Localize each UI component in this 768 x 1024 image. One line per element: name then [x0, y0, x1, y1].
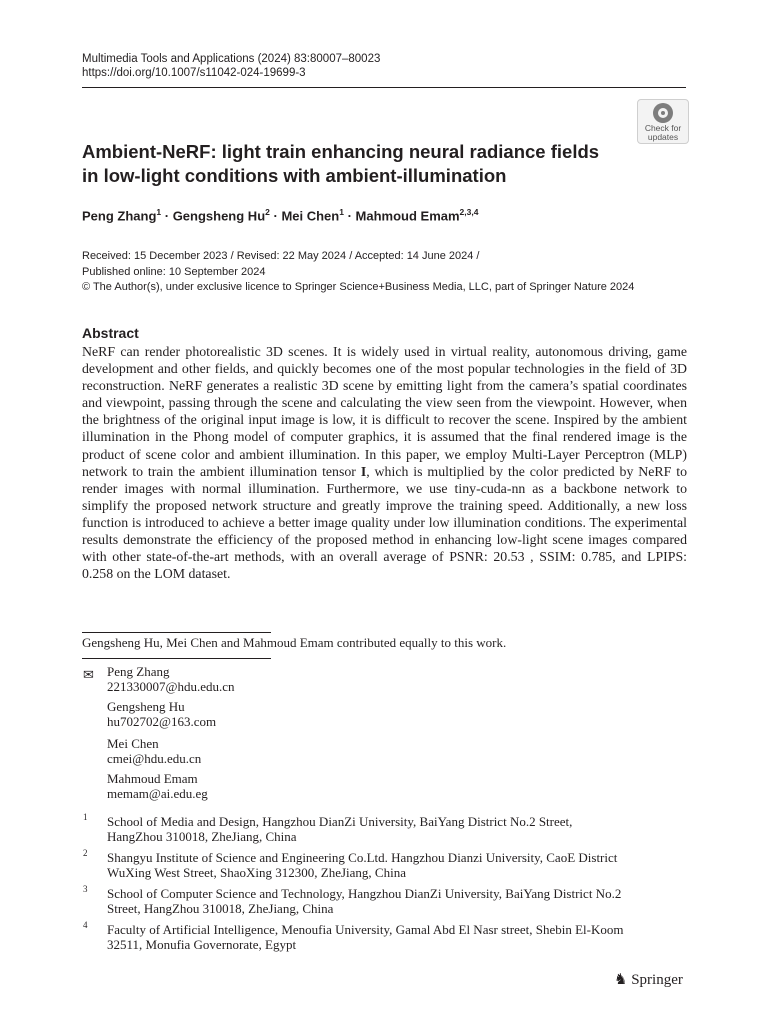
author-list [82, 207, 478, 223]
author-affiliation-sup: 1 [339, 207, 344, 217]
paper-title [82, 140, 642, 187]
contact-entry [107, 699, 216, 729]
affiliation [107, 850, 687, 880]
badge-label-1: Check for [644, 123, 682, 133]
affiliation-line-2: WuXing West Street, ShaoXing 312300, ZheJiang, China [107, 865, 406, 880]
contact-entry [107, 664, 235, 694]
contact-name: Mei Chen [107, 736, 159, 751]
footnote-rule [82, 632, 271, 633]
title-line-1: Ambient-NeRF: light train enhancing neural radiance fields [82, 141, 600, 162]
affiliation-number: 4 [83, 920, 88, 930]
check-updates-icon [653, 103, 673, 123]
contact-email[interactable]: hu702702@163.com [107, 714, 217, 729]
journal-citation: Multimedia Tools and Applications (2024) 83:80007–80023 [82, 53, 381, 65]
publisher-logo [614, 970, 683, 989]
author-separator: · [343, 208, 356, 224]
abstract-text-2: , which is multiplied by the color predicted by NeRF to render images with normal illumination. Furthermore, we use tiny-cuda-nn as a backbone network to simplify the proposed network structure and greatly improve the training speed. Additionally, a new loss function is introduced to achieve a better image quality under low illumination conditions. The experimental results demonstrate the efficiency of the proposed method in enhancing low-light scene images compared with other state-of-the-art methods, with an overall average of PSNR: 20.53 , SSIM: 0.785, and LPIPS: 0.258 on the LOM dataset. [82, 463, 688, 582]
author-separator: · [161, 208, 173, 224]
contact-name: Peng Zhang [107, 664, 170, 679]
affiliation-line-1: Faculty of Artificial Intelligence, Menoufia University, Gamal Abd El Nasr street, Shebin El-Koom [107, 922, 624, 937]
contact-name: Gengsheng Hu [107, 699, 185, 714]
affiliation-line-2: Street, HangZhou 310018, ZheJiang, China [107, 901, 334, 916]
affiliation [107, 922, 687, 952]
publisher-name: Springer [631, 972, 683, 988]
affiliation-number: 1 [83, 812, 88, 822]
affiliation [107, 886, 687, 916]
contact-entry [107, 736, 201, 766]
contribution-note: Gengsheng Hu, Mei Chen and Mahmoud Emam contributed equally to this work. [82, 635, 507, 650]
author-affiliation-sup: 1 [156, 207, 162, 217]
affiliation-line-1: Shangyu Institute of Science and Engineering Co.Ltd. Hangzhou Dianzi University, CaoE District [107, 850, 618, 865]
dates-line-2: Published online: 10 September 2024 [82, 265, 266, 278]
contact-email[interactable]: cmei@hdu.edu.cn [107, 751, 202, 766]
affiliation-line-2: 32511, Monufia Governorate, Egypt [107, 937, 297, 952]
dates-line-1: Received: 15 December 2023 / Revised: 22 May 2024 / Accepted: 14 June 2024 / [82, 250, 480, 262]
springer-horse-icon: ♞ [614, 972, 628, 988]
affiliation-number: 3 [83, 884, 88, 894]
title-line-2: in low-light conditions with ambient-illumination [82, 164, 507, 186]
doi-link[interactable]: https://doi.org/10.1007/s11042-024-19699-3 [82, 67, 306, 79]
journal-header [82, 52, 380, 80]
abstract-bold-symbol: I [360, 463, 367, 479]
publication-dates [82, 249, 634, 296]
abstract-heading: Abstract [82, 325, 139, 341]
abstract-text-1: NeRF can render photorealistic 3D scenes. It is widely used in virtual reality, autonomous driving, game development and other fields, and quickly becomes one of the most popular technologies in the field of 3D reconstruction. NeRF generates a realistic 3D scene by emitting light from the camera’s spatial coordinates and viewpoint, passing through the scene and calculating the view seen from the viewpoint. However, when the brightness of the original input image is low, it is difficult to recover the scene. Inspired by the ambient illumination in the Phong model of computer graphics, it is assumed that the final rendered image is the product of scene color and ambient illumination. In this paper, we employ Multi-Layer Perceptron (MLP) network to train the ambient illumination tensor [82, 344, 687, 479]
abstract-body [82, 343, 687, 582]
badge-label-2: updates [647, 132, 679, 142]
footnote-rule [82, 658, 271, 659]
envelope-icon: ✉ [83, 667, 94, 682]
author-affiliation-sup: 2 [265, 207, 270, 217]
contact-entry [107, 771, 208, 801]
check-for-updates-badge[interactable] [637, 99, 689, 144]
contact-name: Mahmoud Emam [107, 771, 198, 786]
affiliation [107, 814, 687, 844]
contact-email[interactable]: 221330007@hdu.edu.cn [107, 679, 235, 694]
author-name[interactable]: Gengsheng Hu [172, 208, 266, 224]
affiliation-line-1: School of Computer Science and Technology, Hangzhou DianZi University, BaiYang District No.2 [107, 886, 622, 901]
author-separator: · [269, 208, 282, 224]
author-name[interactable]: Mei Chen [281, 208, 340, 224]
copyright-line: © The Author(s), under exclusive licence to Springer Science+Business Media, LLC, part of Springer Nature 2024 [82, 281, 635, 293]
affiliation-line-1: School of Media and Design, Hangzhou DianZi University, BaiYang District No.2 Street, [107, 814, 573, 829]
header-rule [82, 87, 686, 88]
author-name[interactable]: Mahmoud Emam [355, 208, 460, 224]
contact-email[interactable]: memam@ai.edu.eg [107, 786, 208, 801]
author-affiliation-sup: 2,3,4 [459, 207, 479, 217]
author-name[interactable]: Peng Zhang [82, 208, 157, 224]
affiliation-line-2: HangZhou 310018, ZheJiang, China [107, 829, 297, 844]
affiliation-number: 2 [83, 848, 88, 858]
